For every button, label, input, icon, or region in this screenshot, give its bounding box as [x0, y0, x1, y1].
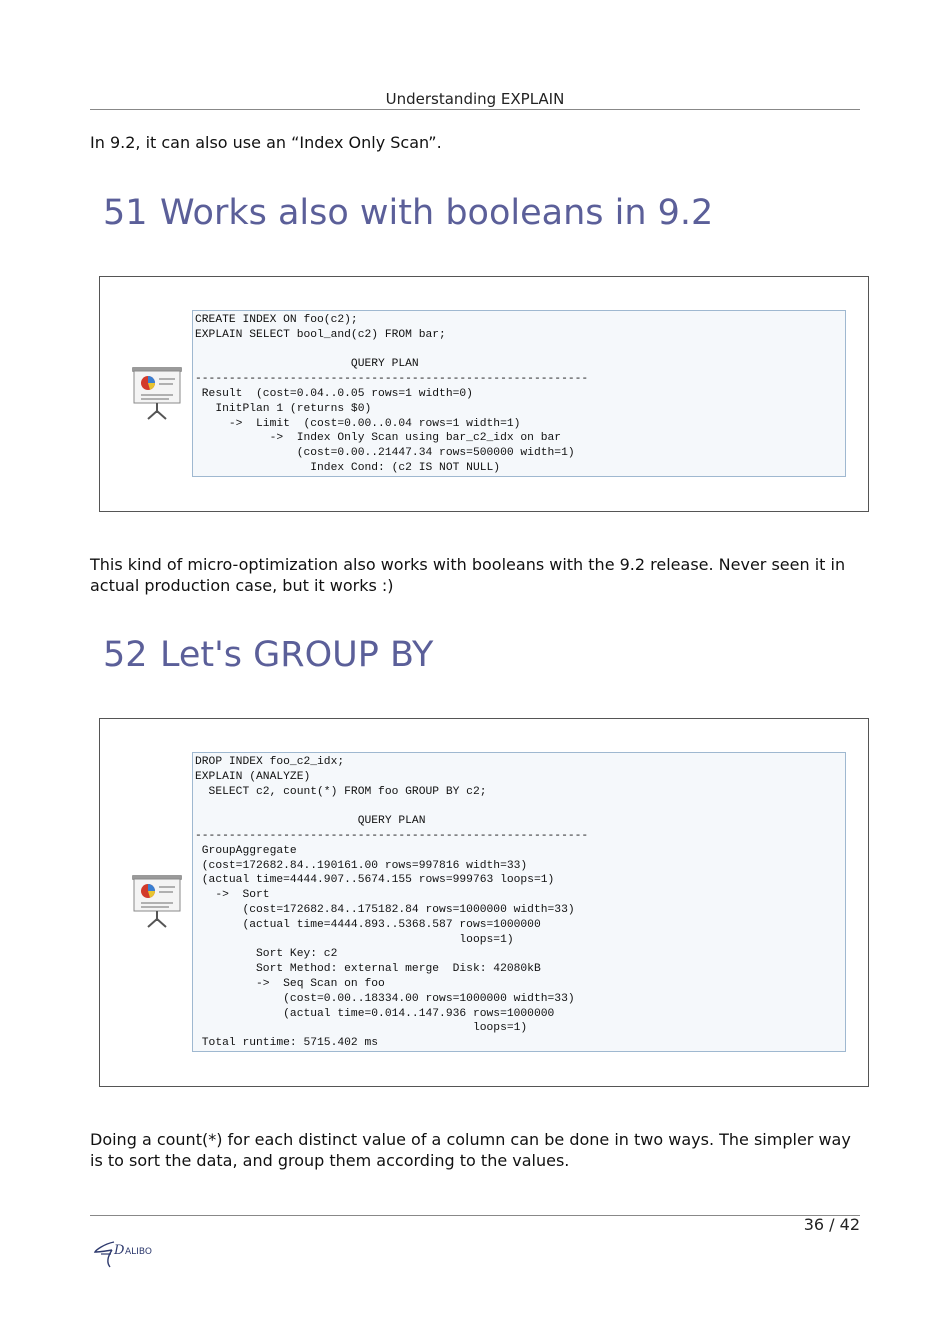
section-number: 52	[103, 635, 148, 675]
section-number: 51	[103, 193, 148, 233]
intro-paragraph: In 9.2, it can also use an “Index Only Scan”.	[90, 133, 442, 152]
slide-frame-52	[99, 718, 869, 1087]
section-51-description: This kind of micro-optimization also works with booleans with the 9.2 release. Never seen it in actual production case, but it works :)	[90, 555, 846, 595]
section-52-heading	[103, 635, 433, 675]
presentation-icon	[131, 873, 183, 929]
slide-frame-51	[99, 276, 869, 512]
section-51-heading	[103, 193, 713, 233]
dalibo-logo	[92, 1234, 164, 1270]
svg-text:ALIBO: ALIBO	[125, 1247, 152, 1257]
code-block-51	[192, 310, 846, 477]
code-text: CREATE INDEX ON foo(c2); EXPLAIN SELECT bool_and(c2) FROM bar; QUERY PLAN ---------------------------------------------------------- Result (cost=0.04..0.05 rows=1 width=0) InitPlan 1 (returns $0) -> Limit (cost=0.00..0.04 rows=1 width=1) -> Index Only Scan using bar_c2_idx on bar (cost=0.00..21447.34 rows=500000 width=1) Index Cond: (c2 IS NOT NULL)	[195, 314, 589, 474]
page-number: 36 / 42	[803, 1215, 860, 1234]
code-block-52	[192, 752, 846, 1052]
page-header-title: Understanding EXPLAIN	[385, 90, 565, 108]
section-title: Works also with booleans in 9.2	[160, 193, 714, 233]
header-divider	[90, 109, 860, 110]
presentation-icon	[131, 365, 183, 421]
section-title: Let's GROUP BY	[160, 635, 434, 675]
section-52-description: Doing a count(*) for each distinct value of a column can be done in two ways. The simpler way is to sort the data, and group them according to the values.	[90, 1130, 851, 1170]
svg-text:D: D	[114, 1243, 125, 1258]
code-text: DROP INDEX foo_c2_idx; EXPLAIN (ANALYZE) SELECT c2, count(*) FROM foo GROUP BY c2; QUERY PLAN ---------------------------------------------------------- GroupAggregate (cost=172682.84..190161.00 rows=997816 width=33) (actual time=4444.907..5674.155 rows=999763 loops=1) -> Sort (cost=172682.84..175182.84 rows=1000000 width=33) (actual time=4444.893..5368.587 rows=1000000 loops=1) Sort Key: c2 Sort Method: external merge Disk: 42080kB -> Seq Scan on foo (cost=0.00..18334.00 rows=1000000 width=33) (actual time=0.014..147.936 rows=1000000 loops=1) Total runtime: 5715.402 ms	[195, 756, 589, 1050]
